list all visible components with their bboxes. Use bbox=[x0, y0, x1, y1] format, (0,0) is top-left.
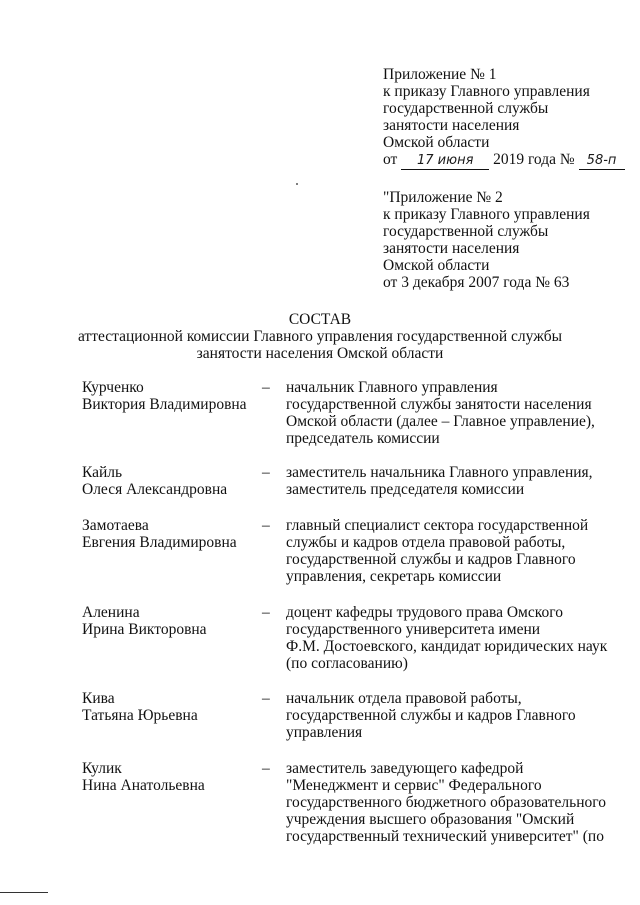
member-name bbox=[82, 760, 205, 794]
member-role-line: Ф.М. Достоевского, кандидат юридических наук bbox=[286, 638, 608, 655]
member-name bbox=[82, 690, 198, 724]
document-subtitle-line-1: аттестационной комиссии Главного управления государственной службы bbox=[77, 328, 563, 345]
member-role-line: государственной службы и кадров Главного bbox=[286, 551, 576, 568]
dash-separator: – bbox=[262, 690, 270, 707]
appendix-2-line: от 3 декабря 2007 года № 63 bbox=[383, 274, 570, 291]
member-given-names: Евгения Владимировна bbox=[82, 534, 237, 551]
appendix-1-line: Омской области bbox=[383, 134, 490, 151]
member-role-line: доцент кафедры трудового права Омского bbox=[286, 604, 563, 621]
scan-speck bbox=[296, 183, 298, 185]
member-role-line: управления bbox=[286, 724, 363, 741]
member-name bbox=[82, 604, 207, 638]
member-surname: Кайль bbox=[82, 464, 123, 481]
member-role-line: государственный технический университет" (по bbox=[286, 828, 604, 845]
member-name bbox=[82, 464, 227, 498]
member-role-line: заместитель председателя комиссии bbox=[286, 481, 525, 498]
appendix-1-date-line bbox=[383, 151, 625, 170]
dash-separator: – bbox=[262, 517, 270, 534]
member-role bbox=[286, 464, 593, 498]
member-role-line: управления, секретарь комиссии bbox=[286, 568, 502, 585]
document-subtitle-line-2: занятости населения Омской области bbox=[196, 345, 444, 362]
appendix-2-header bbox=[383, 189, 590, 291]
member-role-line: Омской области (далее – Главное управление), bbox=[286, 413, 595, 430]
appendix-1-line: к приказу Главного управления bbox=[383, 83, 590, 100]
member-role-line: заместитель начальника Главного управления, bbox=[286, 464, 593, 481]
appendix-1-title: Приложение № 1 bbox=[383, 66, 497, 83]
member-surname: Кива bbox=[82, 690, 115, 707]
member-role-line: (по согласованию) bbox=[286, 655, 408, 672]
dash-separator: – bbox=[262, 379, 270, 396]
member-role-line: учреждения высшего образования "Омский bbox=[286, 811, 575, 828]
member-role-line: главный специалист сектора государственной bbox=[286, 517, 589, 534]
member-given-names: Нина Анатольевна bbox=[82, 777, 205, 794]
appendix-2-line: государственной службы bbox=[383, 223, 549, 240]
member-role-line: государственной службы занятости населения bbox=[286, 396, 592, 413]
appendix-1-header bbox=[383, 66, 625, 170]
member-given-names: Татьяна Юрьевна bbox=[82, 707, 198, 724]
handwritten-number: 58-п bbox=[579, 152, 625, 170]
appendix-1-line: занятости населения bbox=[383, 117, 520, 134]
date-prefix: от bbox=[383, 151, 398, 168]
member-role-line: службы и кадров отдела правовой работы, bbox=[286, 534, 566, 551]
member-surname: Кулик bbox=[82, 760, 122, 777]
member-role-line: государственного университета имени bbox=[286, 621, 541, 638]
handwritten-date: 17 июня bbox=[401, 152, 489, 170]
member-name bbox=[82, 379, 247, 413]
member-role-line: начальник отдела правовой работы, bbox=[286, 690, 522, 707]
dash-separator: – bbox=[262, 760, 270, 777]
member-role bbox=[286, 690, 576, 741]
member-surname: Курченко bbox=[82, 379, 144, 396]
appendix-1-line: государственной службы bbox=[383, 100, 549, 117]
dash-separator: – bbox=[262, 604, 270, 621]
member-role-line: председатель комиссии bbox=[286, 430, 440, 447]
dash-separator: – bbox=[262, 464, 270, 481]
member-name bbox=[82, 517, 237, 551]
member-role bbox=[286, 604, 607, 672]
member-given-names: Виктория Владимировна bbox=[82, 396, 247, 413]
footnote-rule bbox=[0, 892, 48, 893]
appendix-2-line: Омской области bbox=[383, 257, 490, 274]
appendix-2-title: "Приложение № 2 bbox=[383, 189, 503, 206]
appendix-2-line: занятости населения bbox=[383, 240, 520, 257]
member-role-line: заместитель заведующего кафедрой bbox=[286, 760, 524, 777]
member-role bbox=[286, 760, 606, 845]
appendix-2-line: к приказу Главного управления bbox=[383, 206, 590, 223]
member-surname: Замотаева bbox=[82, 517, 149, 534]
date-suffix: 2019 года № bbox=[493, 151, 575, 168]
member-given-names: Ирина Викторовна bbox=[82, 621, 207, 638]
member-given-names: Олеся Александровна bbox=[82, 481, 228, 498]
document-title: СОСТАВ bbox=[288, 311, 352, 328]
member-role-line: "Менеджмент и сервис" Федерального bbox=[286, 777, 542, 794]
member-surname: Аленина bbox=[82, 604, 140, 621]
member-role-line: начальник Главного управления bbox=[286, 379, 498, 396]
member-role bbox=[286, 379, 595, 447]
member-role-line: государственного бюджетного образовательного bbox=[286, 794, 606, 811]
member-role-line: государственной службы и кадров Главного bbox=[286, 707, 576, 724]
member-role bbox=[286, 517, 588, 585]
